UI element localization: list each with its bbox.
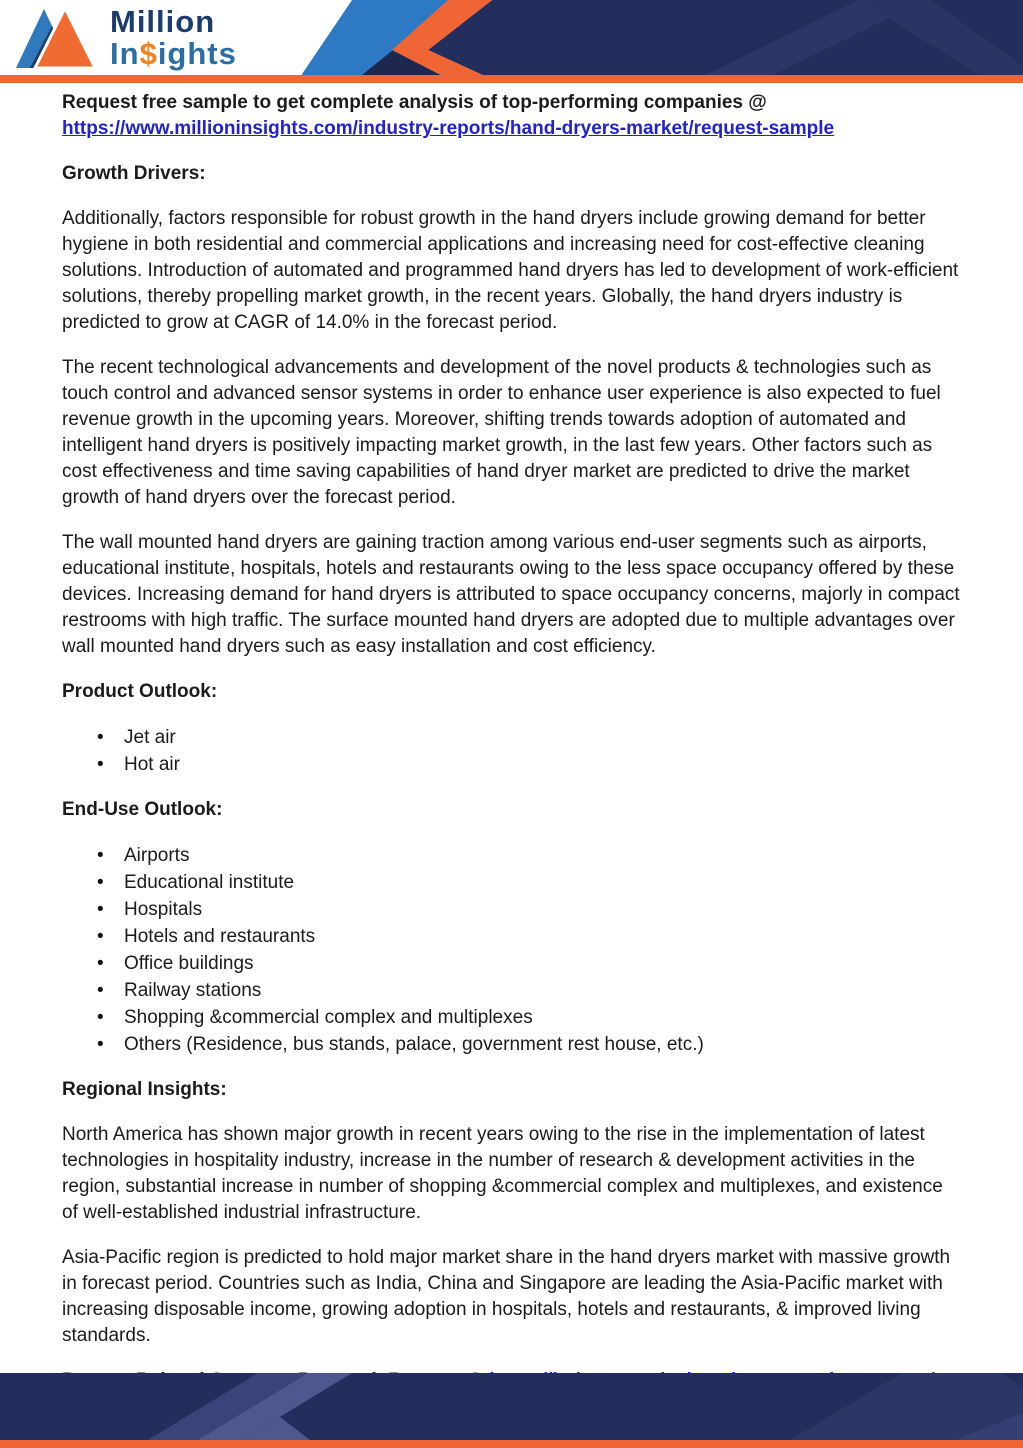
- product-outlook-heading: Product Outlook:: [62, 681, 218, 702]
- intro-bold-text: Request free sample to get complete analysis of top-performing companies @: [62, 92, 767, 113]
- regional-paragraph-2: Asia-Pacific region is predicted to hold major market share in the hand dryers market with massive growth in forecast period. Countries such as India, China and Singapore are leading the Asia-Pacific market with increasing disposable income, growing adoption in hospitals, hotels and restaurants, & improved living standards.: [62, 1247, 951, 1346]
- footer-banner: [0, 1373, 1023, 1448]
- end-use-outlook-list: [62, 842, 962, 1058]
- regional-paragraph-1: North America has shown major growth in recent years owing to the rise in the implementation of latest technologies in hospitality industry, increase in the number of research & development activities in the region, substantial increase in number of shopping &commercial complex and multiplexes, and existence of well-established industrial infrastructure.: [62, 1124, 943, 1223]
- dollar-glyph: $: [139, 36, 158, 71]
- request-sample-link[interactable]: https://www.millioninsights.com/industry-reports/hand-dryers-market/request-sample: [62, 118, 835, 139]
- regional-insights-heading: Regional Insights:: [62, 1079, 227, 1100]
- end-use-outlook-heading: End-Use Outlook:: [62, 799, 223, 820]
- list-item: • Hotels and restaurants: [124, 923, 962, 950]
- document-body: [62, 90, 962, 1413]
- list-item: • Educational institute: [124, 869, 962, 896]
- list-item: • Jet air: [124, 724, 962, 751]
- list-item: • Hospitals: [124, 896, 962, 923]
- growth-drivers-heading: Growth Drivers:: [62, 163, 206, 184]
- list-item: • Office buildings: [124, 950, 962, 977]
- logo-name-line1: Million: [110, 4, 216, 40]
- list-item: • Railway stations: [124, 977, 962, 1004]
- logo: [12, 4, 237, 72]
- logo-mark-icon: [12, 4, 100, 72]
- growth-paragraph-3: The wall mounted hand dryers are gaining traction among various end-user segments such as airports, educational institute, hospitals, hotels and restaurants owing to the less space occupancy offered by these devices. Increasing demand for hand dryers is attributed to space occupancy concerns, majorly in compact restrooms with high traffic. The surface mounted hand dryers are adopted due to multiple advantages over wall mounted hand dryers such as easy installation and cost efficiency.: [62, 532, 960, 657]
- intro-line: [62, 90, 962, 142]
- growth-paragraph-2: The recent technological advancements and development of the novel products & technologies such as touch control and advanced sensor systems in order to enhance user experience is also expected to fuel revenue growth in the upcoming years. Moreover, shifting trends towards adoption of automated and intelligent hand dryers is positively impacting market growth, in the last few years. Other factors such as cost effectiveness and time saving capabilities of hand dryer market are predicted to drive the market growth of hand dryers over the forecast period.: [62, 357, 941, 508]
- list-item: • Hot air: [124, 751, 962, 778]
- list-item: • Others (Residence, bus stands, palace, government rest house, etc.): [124, 1031, 962, 1058]
- logo-text: [110, 6, 237, 69]
- logo-name-line2: In$ights: [110, 36, 237, 71]
- product-outlook-list: [62, 724, 962, 778]
- growth-paragraph-1: Additionally, factors responsible for robust growth in the hand dryers include growing demand for better hygiene in both residential and commercial applications and increasing need for cost-effective cleaning solutions. Introduction of automated and programmed hand dryers has led to development of work-efficient solutions, thereby propelling market growth, in the recent years. Globally, the hand dryers industry is predicted to grow at CAGR of 14.0% in the forecast period.: [62, 208, 959, 333]
- list-item: • Shopping &commercial complex and multiplexes: [124, 1004, 962, 1031]
- list-item: • Airports: [124, 842, 962, 869]
